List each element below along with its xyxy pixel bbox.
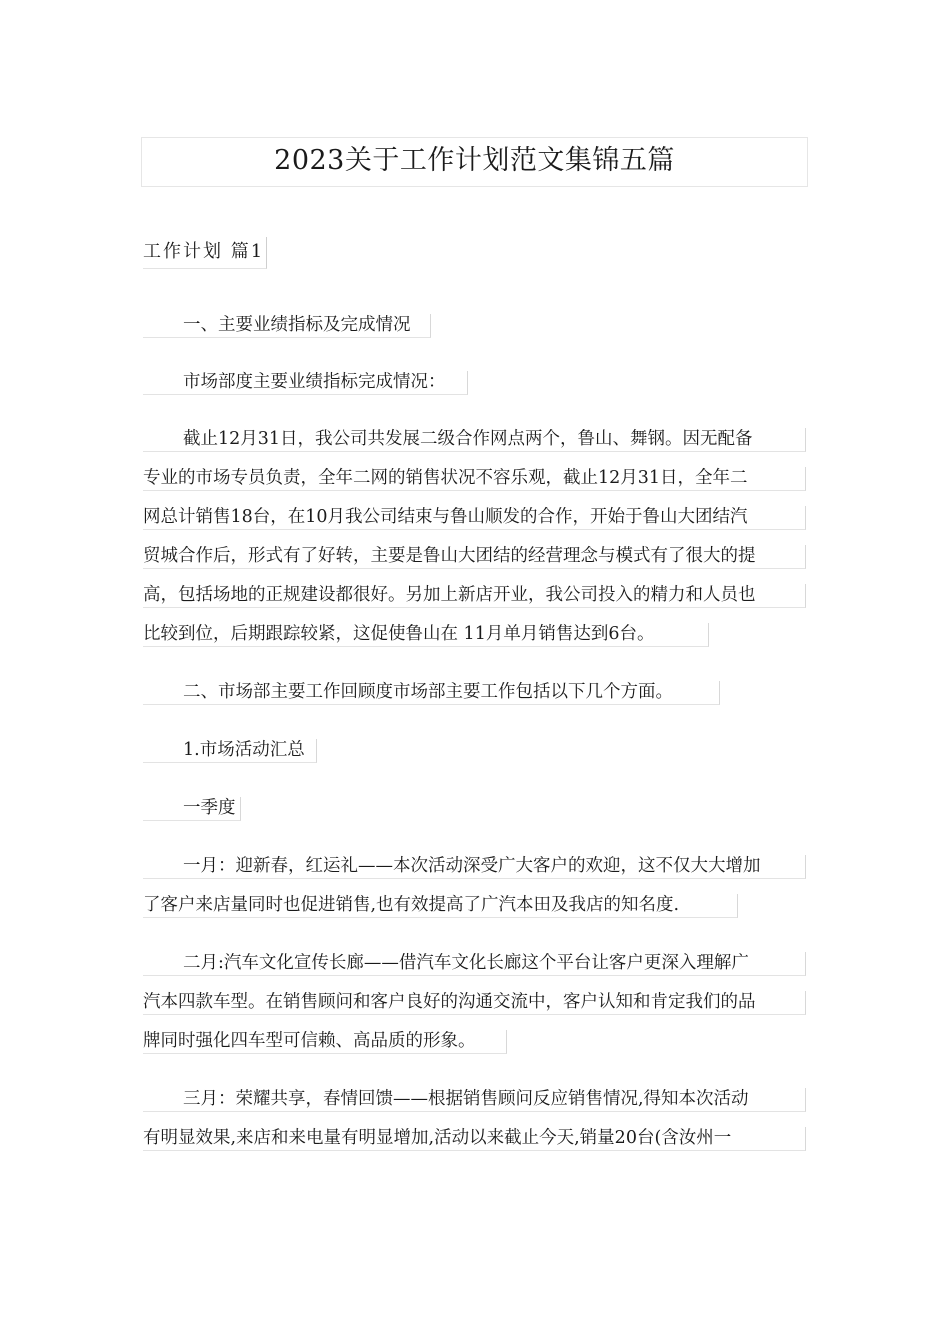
paragraph-line: 三月：荣耀共享，春情回馈——根据销售顾问反应销售情况,得知本次活动: [143, 1088, 806, 1112]
paragraph-line: 网总计销售18台，在10月我公司结束与鲁山顺发的合作，开始于鲁山大团结汽: [143, 506, 806, 530]
paragraph-line: 一季度: [143, 797, 241, 821]
paragraph-line: 专业的市场专员负责，全年二网的销售状况不容乐观，截止12月31日，全年二: [143, 467, 806, 491]
paragraph-line: 二、市场部主要工作回顾度市场部主要工作包括以下几个方面。: [143, 681, 720, 705]
paragraph-line: 比较到位，后期跟踪较紧，这促使鲁山在 11月单月销售达到6台。: [143, 623, 709, 647]
paragraph-line: 了客户来店量同时也促进销售,也有效提高了广汽本田及我店的知名度.: [143, 894, 738, 918]
section-heading: 工作计划 篇1: [143, 237, 267, 269]
paragraph-line: 有明显效果,来店和来电量有明显增加,活动以来截止今天,销量20台(含汝州一: [143, 1127, 806, 1151]
paragraph-line: 1.市场活动汇总: [143, 739, 317, 763]
paragraph-line: 二月:汽车文化宣传长廊——借汽车文化长廊这个平台让客户更深入理解广: [143, 952, 806, 976]
paragraph-line: 汽本四款车型。在销售顾问和客户良好的沟通交流中，客户认知和肯定我们的品: [143, 991, 806, 1015]
document-title: 2023关于工作计划范文集锦五篇: [141, 137, 808, 187]
paragraph-line: 牌同时强化四车型可信赖、高品质的形象。: [143, 1030, 507, 1054]
paragraph-line: 一月：迎新春，红运礼——本次活动深受广大客户的欢迎，这不仅大大增加: [143, 855, 806, 879]
paragraph-line: 贸城合作后，形式有了好转，主要是鲁山大团结的经营理念与模式有了很大的提: [143, 545, 806, 569]
paragraph-line: 高，包括场地的正规建设都很好。另加上新店开业，我公司投入的精力和人员也: [143, 584, 806, 608]
paragraph-line: 一、主要业绩指标及完成情况: [143, 314, 431, 338]
paragraph-line: 市场部度主要业绩指标完成情况：: [143, 371, 468, 395]
paragraph-line: 截止12月31日，我公司共发展二级合作网点两个，鲁山、舞钢。因无配备: [143, 428, 806, 452]
